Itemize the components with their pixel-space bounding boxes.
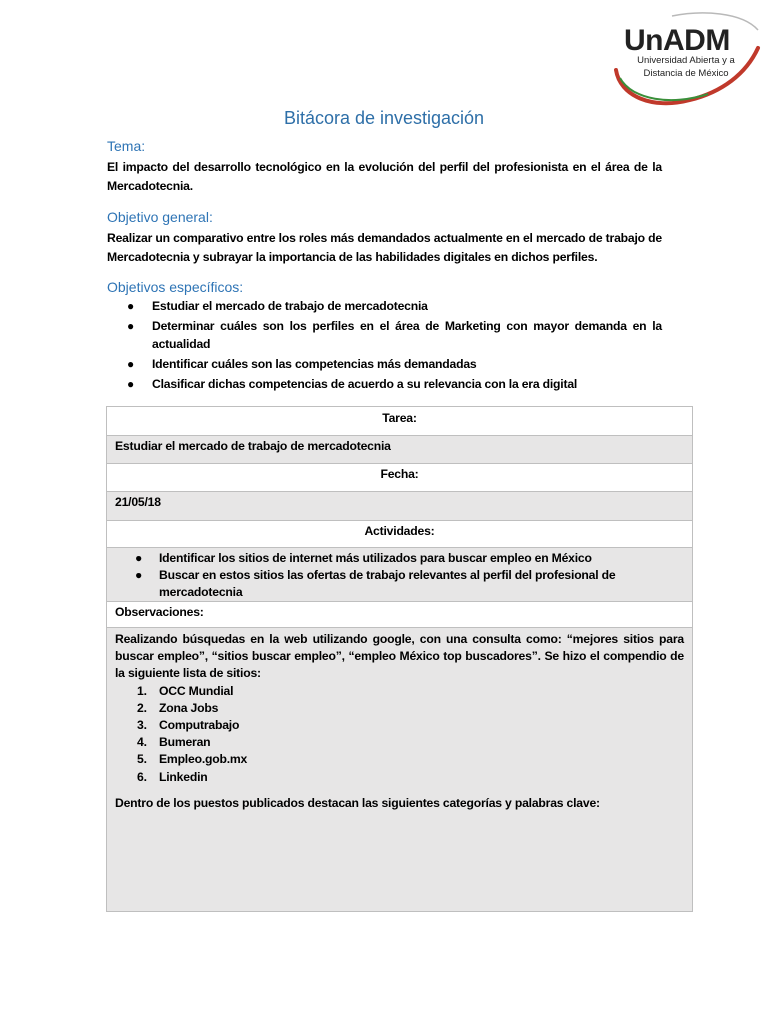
logo-subtitle-line1: Universidad Abierta y a [637,55,735,66]
bullet-icon: ● [127,319,135,333]
actividades-cell [107,548,693,602]
objetivos-especificos-heading: Objetivos específicos: [107,279,244,295]
logo-subtitle-line2: Distancia de México [643,68,729,79]
list-item-text: Clasificar dichas competencias de acuerdo a su relevancia con la era digital [152,377,578,391]
list-item-text: Empleo.gob.mx [159,752,248,767]
actividades-label: Actividades: [107,521,693,548]
list-item [115,769,684,786]
bullet-icon: ● [135,568,143,582]
tema-text: El impacto del desarrollo tecnológico en la evolución del perfil del profesionista en el área de la Mercadotecnia. [107,160,662,193]
table-row [107,407,693,436]
list-item-text: Identificar cuáles son las competencias más demandadas [152,357,477,371]
list-item-text: Bumeran [159,735,211,750]
list-item-text: Buscar en estos sitios las ofertas de trabajo relevantes al perfil del profesional de mercadotecnia [159,568,616,599]
unadm-logo [612,8,762,108]
list-item [107,297,662,315]
bullet-icon: ● [127,357,135,371]
logo-subtitle [636,54,736,80]
actividades-list [115,550,684,601]
bullet-icon: ● [127,377,135,391]
list-item-text: Determinar cuáles son los perfiles en el área de Marketing con mayor demanda en la actualidad [152,319,662,351]
list-item-text: Linkedin [159,769,208,784]
list-number: 4. [137,735,147,750]
list-item-text: Identificar los sitios de internet más utilizados para buscar empleo en México [159,551,592,565]
fecha-value: 21/05/18 [107,492,693,521]
tarea-value: Estudiar el mercado de trabajo de mercadotecnia [107,436,693,464]
list-item [115,567,684,601]
bullet-icon: ● [127,299,135,313]
list-item [115,751,684,768]
bitacora-table [106,406,693,912]
list-item [107,317,662,353]
observaciones-outro: Dentro de los puestos publicados destacan las siguientes categorías y palabras clave: [115,795,600,810]
table-row [107,548,693,602]
tema-heading: Tema: [107,138,146,154]
objetivo-general-heading: Objetivo general: [107,209,213,225]
list-number: 5. [137,752,147,767]
list-item-text: Computrabajo [159,718,240,733]
tarea-label: Tarea: [107,407,693,436]
list-item [115,700,684,717]
table-row [107,628,693,912]
bullet-icon: ● [135,551,143,565]
list-item [107,355,662,373]
table-row [107,492,693,521]
objetivo-general-text: Realizar un comparativo entre los roles más demandados actualmente en el mercado de trabajo de Mercadotecnia y subrayar la importancia de las habilidades digitales en dichos perfiles. [107,231,662,264]
list-item [107,375,662,393]
list-number: 1. [137,683,147,698]
list-number: 6. [137,769,147,784]
table-row [107,602,693,628]
list-number: 2. [137,700,147,715]
sitios-list [115,683,684,786]
table-row [107,436,693,464]
observaciones-label: Observaciones: [107,602,693,628]
table-row [107,521,693,548]
list-item [115,683,684,700]
list-item [115,717,684,734]
page-title: Bitácora de investigación [283,108,485,128]
list-item-text: Estudiar el mercado de trabajo de mercadotecnia [152,299,428,313]
list-item-text: OCC Mundial [159,683,234,698]
logo-name: UnADM [624,24,730,57]
objetivos-especificos-list [107,297,662,395]
list-number: 3. [137,718,147,733]
list-item [115,550,684,567]
list-item [115,734,684,751]
list-item-text: Zona Jobs [159,700,219,715]
table-row [107,464,693,492]
fecha-label: Fecha: [107,464,693,492]
observaciones-cell [107,628,693,912]
observaciones-intro: Realizando búsquedas en la web utilizando google, con una consulta como: “mejores sitios para buscar empleo”, “sitios buscar empleo”, “empleo México top buscadores”. Se hizo el compendio de la siguiente lista de sitios: [115,632,684,681]
